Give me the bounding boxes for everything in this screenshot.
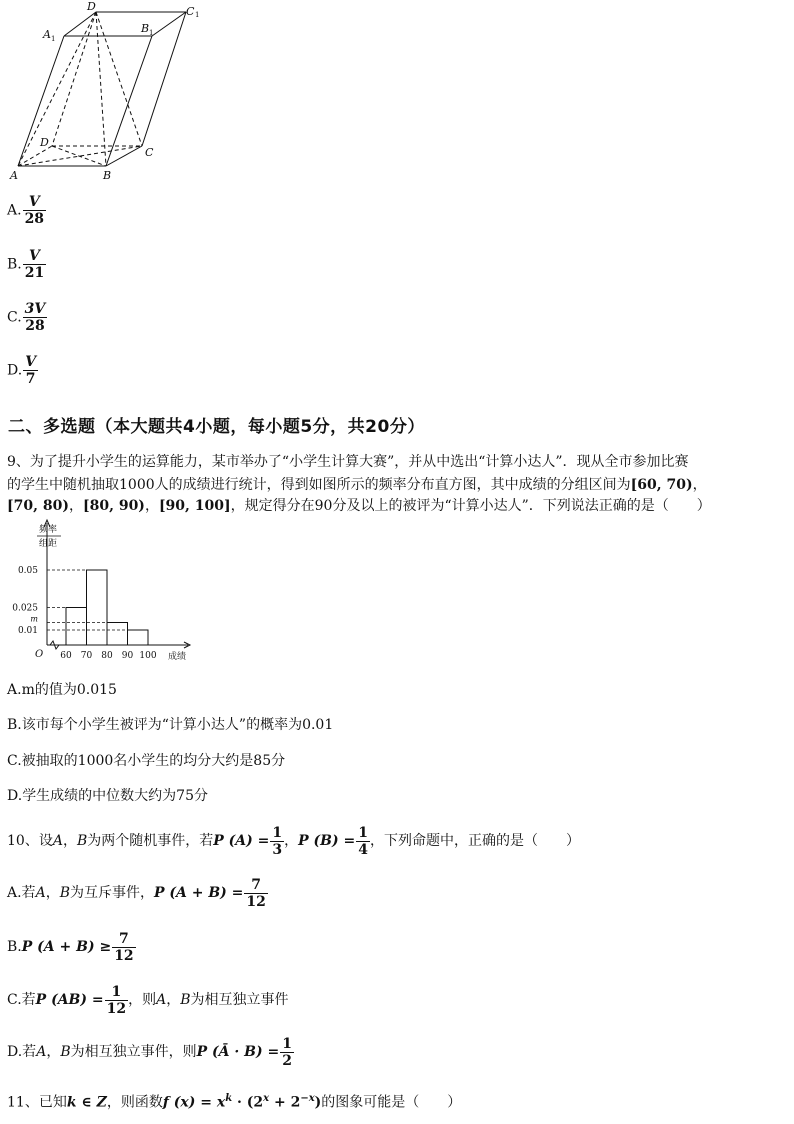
q9-line-2: 的学生中随机抽取1000人的成绩进行统计，得到如图所示的频率分布直方图，其中成绩的分组区间为[60, 70)， <box>7 477 707 493</box>
label-B1-sub: 1 <box>149 29 154 37</box>
histogram-bar <box>128 630 149 645</box>
label-C1-sub: 1 <box>195 11 200 19</box>
histogram-bar <box>107 623 128 646</box>
origin-label: O <box>35 649 44 660</box>
q8-option-b-fraction: $\frac{V}{21}$ <box>24 248 45 281</box>
frequency-histogram <box>0 515 220 665</box>
q9-option-c: C.被抽取的1000名小学生的均分大约是85分 <box>7 753 286 769</box>
q10-option-c: C.若P (AB) = $\frac{1}{12}$ ，则A，B为相互独立事件 <box>7 983 289 1017</box>
x-tick-label: 90 <box>121 651 134 661</box>
q9-option-d: D.学生成绩的中位数大约为75分 <box>7 788 209 804</box>
q10-stem: 10、设A，B为两个随机事件，若P (A) = $\frac{1}{3}$ ，P (B) = $\frac{1}{4}$ ，下列命题中，正确的是（ ） <box>7 824 580 858</box>
x-tick-label: 70 <box>80 651 93 661</box>
q10-option-a: A.若A，B为互斥事件，P (A + B) = $\frac{7}{12}$ <box>7 876 266 910</box>
section-title: 二、多选题（本大题共4小题，每小题5分，共20分） <box>8 417 425 437</box>
label-A: A <box>10 169 18 182</box>
label-B: B <box>103 169 112 182</box>
y-tick-label: 0.05 <box>17 566 38 576</box>
q9-line-3: [70, 80)，[80, 90)，[90, 100]，规定得分在90分及以上的被评为“计算小达人”．下列说法正确的是（ ） <box>7 498 711 514</box>
histogram-bar <box>66 608 87 646</box>
label-C1: C <box>186 5 195 18</box>
q9-option-b: B.该市每个小学生被评为“计算小达人”的概率为0.01 <box>7 717 334 733</box>
q11-stem: 11、已知k ∈ Z，则函数f $(x) = x^k \cdot (2^x + 2^{-x})$的图象可能是（ ） <box>7 1093 462 1111</box>
label-C: C <box>145 146 154 159</box>
y-tick-label: 0.01 <box>17 626 38 636</box>
label-B1: B <box>141 22 150 35</box>
label-D1: D <box>87 0 96 13</box>
y-tick-label: m <box>30 614 38 624</box>
q8-option-d: D. $\frac{V}{7}$ <box>7 354 37 387</box>
histogram-bar <box>87 570 108 645</box>
label-D: D <box>40 136 49 149</box>
x-tick-label: 100 <box>139 651 157 661</box>
y-axis-label-bottom: 组距 <box>38 539 58 549</box>
label-A1: A <box>43 28 51 41</box>
label-A1-sub: 1 <box>51 35 56 43</box>
q8-option-c-fraction: $\frac{3V}{28}$ <box>24 301 46 334</box>
q8-option-c: C. $\frac{3V}{28}$ <box>7 301 46 334</box>
x-tick-label: 80 <box>101 651 113 661</box>
x-axis-label: 成绩 <box>168 652 187 662</box>
q8-option-b: B. $\frac{V}{21}$ <box>7 248 45 281</box>
y-tick-label: 0.025 <box>12 603 38 614</box>
q8-option-a: A. $\frac{V}{28}$ <box>7 194 45 227</box>
x-tick-label: 60 <box>60 651 72 661</box>
q9-option-a: A.m的值为0.015 <box>7 682 117 698</box>
q10-option-b: B.P (A + B) ≥ $\frac{7}{12}$ <box>7 930 134 964</box>
q8-option-a-fraction: $\frac{V}{28}$ <box>24 194 45 227</box>
q9-line-1: 9、为了提升小学生的运算能力，某市举办了“小学生计算大赛”，并从中选出“计算小达人”．现从全市参加比赛 <box>7 454 689 470</box>
q10-option-d: D.若A，B为相互独立事件，则P (Ā · B) = $\frac{1}{2}$ <box>7 1035 292 1069</box>
y-axis-label-top: 频率 <box>38 525 58 535</box>
prism-figure <box>0 0 220 190</box>
q8-option-d-fraction: $\frac{V}{7}$ <box>25 354 37 387</box>
